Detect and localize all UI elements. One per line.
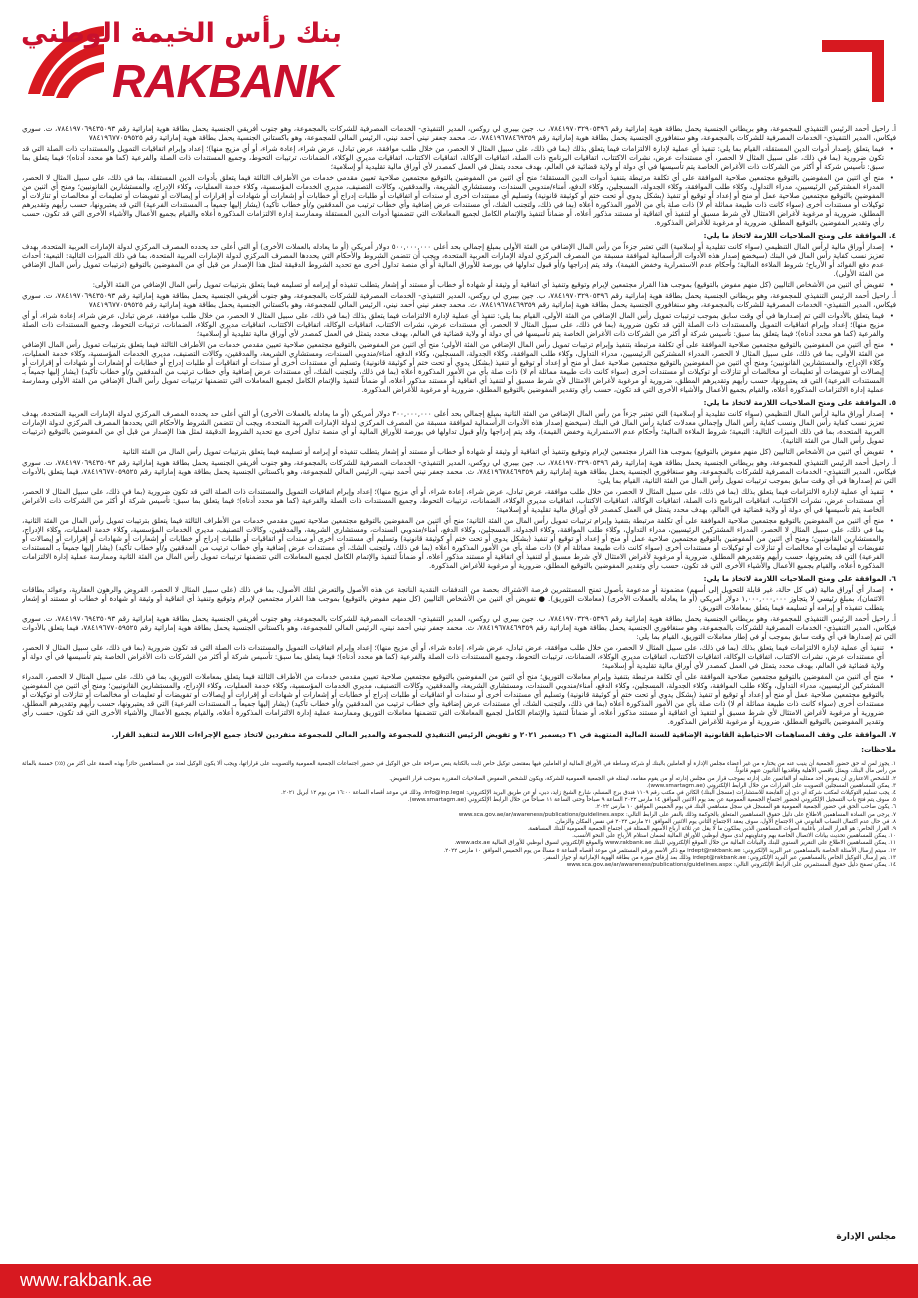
note-item: ٣. يمكن للمساهمين المسجلين التصويت على القرارات من خلال الرابط الإلكتروني (www.smartagm.ae). (646, 782, 896, 789)
bullet-item: • منح أي اثنين من المفوضين بالتوقيع مجتمعين صلاحية الموافقة على أي تكلفة مرتبطة بتنفيذ وإبرام ترتيبات تمويل رأس المال من الفئة الثانية؛ منح أي اثنين من المفوضين بالتوقيع مجتمعين صلاحية تعيين مقدمي خدمات من الأطراف الثالثة فيما يتعلق بترتيبات تمويل رأس المال من الفئة الثانية، بما في ذلك، على سبيل المثال لا الحصر، المدراء المشتركين الرئيسيين، مدراء التداول، وكلاء طلب الموافقة، وكلاء الجدولة، المسجلين، وكلاء الدفع، أمناء/مندوبي السندات، ومستشاري الشريعة، والمدققين، وكالات التصنيف، مديري الخدمات المؤسسية، وكلاء خدمة العمليات، وكلاء الإدراج، والمستشارين القانونيين؛ ومنح أي اثنين من المفوضين بالتوقيع مجتمعين صلاحية عمل أو منح أو إعداد أو توقيع أو تنفيذ (بشكل يدوي أو تحت ختم أو كوثيقة قانونية) وتسليم أي مستندات أخرى أو سندات أو اتفاقيات أو طلبات إدراج أو خطابات أو إشعارات أو شهادات أو إقرارات أو إيصالات أو تفويضات أو تعليمات أو مخالصات أو تنازلات أو توكيلات أو مستندات أخرى (سواء كانت ذات طبيعة مماثلة أم لا) ذات صلة بأي من الأمور المذكورة أعلاه (بما في ذلك، ولتجنب الشك، أي مستندات عرض إضافية وأي خطاب ترتيب من المدققين و/أو خطاب تأكيد) (يشار إليها جميعاً بـ المستندات الفرعية) التي قد يعتبرونها، حسب رأيهم وتقديرهم المطلق، ضرورية أو مرغوبة لأغراض الامتثال لأي شرط مسبق أو لتنفيذ أي اتفاقية أو مستند مذكور أعلاه، أو ضماناً لتنفيذ والإتمام الكامل لجميع المعاملات التي تتضمنها ترتيبات تمويل رأس المال من الفئة الثانية وممارسة عملية إدارة الالتزامات المذكورة أعلاه، والقيام بجميع الأعمال والأشياء الأخرى التي قد تكون، حسب رأي وتقدير المفوضين بالتوقيع المطلق، ضرورية أو مرغوبة للأغراض المذكورة. (22, 516, 896, 570)
section-heading-6: ٦. الموافقة على ومنح الصلاحيات اللازمة لاتخاذ ما يلي: (703, 574, 896, 583)
bullet-item: • فيما يتعلق بالأدوات التي تم إصدارها في أي وقت سابق بموجب ترتيبات تمويل رأس المال الإضافي من الفئة الأولى، القيام بما يلي: تنفيذ أي عملية لإدارة الالتزامات فيما يتعلق بذلك (بما في ذلك، على سبيل المثال لا الحصر، من خلال طلب موافقة، عرض تبادل، عرض شراء، إعادة شراء، أو أي مزيج منها)؛ إعداد وإبرام اتفاقيات التمويل والمستندات ذات الصلة التي قد تكون ضرورية (بما في ذلك، على سبيل المثال لا الحصر، أي مستندات عرض، نشرات الاكتتاب، اتفاقيات الوكالة، اتفاقيات الاكتتاب، اتفاقيات مديري الوكلاء، الضمانات، ترتيبات التحوط، وجميع المستندات ذات الصلة والفرعية (كما هو محدد أدناه)؛ فيما يتعلق بما سبق: تأسيس شركة أو أكثر من الشركات ذات الأغراض الخاصة يتم تأسيسها في أي دولة أو ولاية قضائية في العالم، بهدف محدد يتمثل في العمل كمصدر لأي أوراق مالية تقليدية أو إسلامية؛ (22, 311, 896, 338)
bullet-item: • تنفيذ أي عملية لإدارة الالتزامات فيما يتعلق بذلك (بما في ذلك، على سبيل المثال لا الحصر، من خلال طلب موافقة، عرض تبادل، عرض شراء، إعادة شراء، أو أي مزيج منها)؛ إعداد وإبرام اتفاقيات التمويل والمستندات ذات الصلة التي قد تكون ضرورية (بما في ذلك، على سبيل المثال لا الحصر، أي مستندات عرض، نشرات الاكتتاب، اتفاقيات البرنامج ذات الصلة، اتفاقيات الوكالة، اتفاقيات الاكتتاب، اتفاقيات مديري الوكلاء، الضمانات، ترتيبات التحوط، وجميع المستندات ذات الصلة والفرعية (كما هو محدد أدناه)؛ فيما يتعلق بما سبق: تأسيس شركة أو أكثر من الشركات ذات الأغراض الخاصة يتم تأسيسها في أي دولة أو ولاية قضائية في العالم، بهدف محدد يتمثل في العمل كمصدر لأي أوراق مالية تقليدية أو إسلامية؛ (22, 487, 896, 514)
note-item: ٤. يجب تسليم التوكيلات لمكتب شركة أي دي إن القابضة للاستشارات (مسجل البنك) الكائن في مكتب رقم ١١٠٩ فندق برج المسلم، شارع الشيخ زايد، دبي، أو عن طريق البريد الإلكتروني: info@inp.legal، وذلك في موعد أقصاه الساعة ١٦:٠٠ من يوم ١٢ أبريل ٢٠٢١. (281, 790, 896, 796)
notes-title: ملاحظات: (861, 745, 896, 754)
page-footer (0, 1264, 918, 1298)
signatories-paragraph: أ. راحيل أحمد الرئيس التنفيذي للمجموعة، وهو بريطاني الجنسية يحمل بطاقة هوية إماراتية رقم ٧٨٤١٩٧٠٣٢٩٠٥٣٩٦، ب. جين بيبري لي روكس، المدير التنفيذي- الخدمات المصرفية للشركات بالمجموعة، وهو جنوب أفريقي الجنسية يحمل بطاقة هوية إماراتية رقم ٧٨٤١٩٧٠٦٩٤٣٥٠٩٣، ت. سوري فيكاس، المدير التنفيذي- الخدمات المصرفية للشركات بالمجموعة، وهو سنغافوري الجنسية يحمل بطاقة هوية إماراتية رقم ٧٨٤١٩٦٧٨٤٦٩٣٥٩، ث. محمد جعفر نيني أحمد نيني، الرئيس المالي للمجموعة، وهو باكستاني الجنسية يحمل بطاقة هوية إماراتية رقم ٧٨٤١٩٦٧٧٠٥٩٥٢٥، فيما يتعلق بالأدوات التي تم إصدارها في أي وقت سابق بموجب ترتيبات تمويل رأس المال من الفئة الثانية، القيام بما يلي: (22, 458, 896, 485)
bullet-item: • تفويض أي اثنين من الأشخاص التاليين (كل منهم مفوض بالتوقيع) بموجب هذا القرار مجتمعين لإبرام وتوقيع وتنفيذ أي اتفاقية أو وثيقة أو شهادة أو خطاب أو مستند أو إشعار يتطلب تنفيذه أو إبرامه أو تسليمه فيما يتعلق بترتيبات تمويل رأس المال الإضافي من الفئة الأولى: (22, 280, 896, 289)
bullet-item: • منح أي اثنين من المفوضين بالتوقيع مجتمعين صلاحية الموافقة على أي تكلفة مرتبطة بتنفيذ أدوات الدين المستقلة؛ منح أي اثنين من المفوضين بالتوقيع مجتمعين صلاحية تعيين مقدمي خدمات من الأطراف الثالثة فيما يتعلق بأدوات الدين المستقلة، بما في ذلك، على سبيل المثال لا الحصر، المدراء المشتركين الرئيسيين، مدراء التداول، وكلاء طلب الموافقة، وكلاء الجدولة، المسجلين، وكلاء الدفع، أمناء/مندوبي السندات، ومستشاري الشريعة، والمدققين، وكالات التصنيف، مديري الخدمات المؤسسية، وكلاء خدمة العمليات، وكلاء الإدراج، والمستشارين القانونيين؛ ومنح أي اثنين من المفوضين بالتوقيع مجتمعين صلاحية عمل أو منح أو إعداد أو توقيع أو تنفيذ (بشكل يدوي أو تحت ختم أو كوثيقة قانونية) وتسليم أي مستندات أخرى أو سندات أو اتفاقيات أو طلبات إدراج أو خطابات أو إشعارات أو شهادات أو إقرارات أو إيصالات أو تفويضات أو تعليمات أو مخالصات أو تنازلات أو توكيلات أو مستندات أخرى (سواء كانت ذات طبيعة مماثلة أم لا) ذات صلة بأي من الأمور المذكورة أعلاه (بما في ذلك، ولتجنب الشك، أي مستندات عرض إضافية وأي خطاب ترتيب من المدققين و/أو خطاب تأكيد) (يشار إليها جميعاً بـ المستندات الفرعية) التي قد يعتبرونها، حسب رأيهم وتقديرهم المطلق، ضرورية أو مرغوبة لأغراض الامتثال لأي شرط مسبق أو لتنفيذ أي اتفاقية أو مستند مذكور أعلاه، أو ضماناً لتنفيذ والإتمام الكامل لجميع المعاملات التي تتضمنها أدوات الدين المستقلة وممارسة إدارة الالتزامات المذكورة أعلاه والقيام بجميع الأعمال والأشياء الأخرى التي قد تكون، حسب رأي وتقدير المفوضين بالتوقيع المطلق، ضرورية أو مرغوبة للأغراض المذكورة. (22, 173, 896, 227)
board-signature: مجلس الإدارة (836, 1232, 896, 1242)
signatories-paragraph: أ. راحيل أحمد الرئيس التنفيذي للمجموعة، وهو بريطاني الجنسية يحمل بطاقة هوية إماراتية رقم ٧٨٤١٩٧٠٣٢٩٠٥٣٩٦، ب. جين بيبري لي روكس، المدير التنفيذي- الخدمات المصرفية للشركات بالمجموعة، وهو جنوب أفريقي الجنسية يحمل بطاقة هوية إماراتية رقم ٧٨٤١٩٧٠٦٩٤٣٥٠٩٣، ت. سوري فيكاس، المدير التنفيذي- الخدمات المصرفية للشركات بالمجموعة، وهو سنغافوري الجنسية يحمل بطاقة هوية إماراتية رقم ٧٨٤١٩٦٧٨٤٦٩٣٥٩، ث. محمد جعفر نيني أحمد نيني، الرئيس المالي للمجموعة، وهو باكستاني الجنسية يحمل بطاقة هوية إماراتية رقم ٧٨٤١٩٦٧٧٠٥٩٥٢٥ (22, 291, 896, 309)
bullet-item: • إصدار أوراق مالية لرأس المال التنظيمي (سواء كانت تقليدية أو إسلامية) التي تعتبر جزءاً من رأس المال الإضافي من الفئة الأولى بمبلغ إجمالي بحد أعلى ٥٠٠,٠٠٠,٠٠٠ دولار أمريكي (أو ما يعادله بالعملات الأخرى) أو التي أعلى حد يحدده المصرف المركزي لدولة الإمارات العربية المتحدة، بهدف تعزيز نسب كفاية رأس المال في البنك (سيخضع إصدار هذه الأدوات الرأسمالية لموافقة مسبقة من المصرف المركزي لدولة الإمارات العربية المتحدة، ويجب أن تتضمن الشروط والأحكام التي يحددها المصرف المركزي لدولة الإمارات العربية المتحدة، بما في ذلك الميزات التالية: التبعية؛ أحداث عدم دفع الفوائد أو الأرباح؛ شروط الملاءة المالية؛ وأحكام عدم الاستمرارية وخفض القيمة)، وقد يتم إدراجها و/أو قبول تداولها في بورصة للأوراق المالية أو أي منصة تداول أخرى مع تحديد الشروط الدقيقة لمثل هذا الإصدار من قبل أي من المفوضين بالتوقيع (ترتيبات تمويل رأس المال الإضافي من الفئة الأولى). (22, 242, 896, 278)
bullet-item: • إصدار أي أوراق مالية (في كل حالة، غير قابلة للتحويل إلى أسهم) مضمونة أو مدعومة بأصول تمنح المستثمرين فرصة الاشتراك بحصة من التدفقات النقدية الناتجة عن هذه الأصول والتعرض لتلك الأصول، بما في ذلك (على سبيل المثال لا الحصر، القروض والرهون العقارية، وعوائد بطاقات الائتمان)، بمبلغ رئيسي لا يتجاوز ١,٠٠٠,٠٠٠,٠٠٠ دولار أمريكي (أو ما يعادله بالعملات الأخرى) (معاملات التوريق). ● تفويض أي اثنين من الأشخاص التاليين (كل منهم مفوض بالتوقيع) بموجب هذا القرار مجتمعين لإبرام وتوقيع وتنفيذ أي اتفاقية أو وثيقة أو شهادة أو خطاب أو مستند أو إشعار يتطلب تنفيذه أو إبرامه أو تسليمه فيما يتعلق بمعاملات التوريق: (22, 585, 896, 612)
bullet-item: • تفويض أي اثنين من الأشخاص التاليين (كل منهم مفوض بالتوقيع) بموجب هذا القرار مجتمعين لإبرام وتوقيع وتنفيذ أي اتفاقية أو وثيقة أو شهادة أو خطاب أو مستند أو إشعار يتطلب تنفيذه أو إبرامه أو تسليمه فيما يتعلق بترتيبات تمويل رأس المال من الفئة الثانية (22, 447, 896, 456)
note-item: ٥. سوف يتم فتح باب التسجيل الإلكتروني لحضور اجتماع الجمعية العمومية عن بعد يوم الاثنين الموافق ١٤ مارس ٢٠٢٢ الساعة ٩ صباحاً وحتى الساعة ١١ صباحاً من خلال الرابط الإلكتروني (www.smartagm.ae). (407, 797, 896, 804)
note-item: ٩. القرار الخاص: هو القرار الصادر بأغلبية أصوات المساهمين الذين يملكون ما لا يقل عن ثلاثة أرباع الأسهم الممثلة في اجتماع الجمعية العمومية للبنك المساهمة. (527, 826, 896, 833)
note-item: ٨. في حال عدم اكتمال النصاب القانوني في الاجتماع الأول، سوف يعقد الاجتماع الثاني يوم الاثنين الموافق ٢١ مارس ٢٠٢٢ في نفس المكان والزمان. (554, 818, 896, 825)
signatories-paragraph: أ. راحيل أحمد الرئيس التنفيذي للمجموعة، وهو بريطاني الجنسية يحمل بطاقة هوية إماراتية رقم ٧٨٤١٩٧٠٣٢٩٠٥٣٩٦، ب. جين بيبري لي روكس، المدير التنفيذي- الخدمات المصرفية للشركات بالمجموعة، وهو جنوب أفريقي الجنسية يحمل بطاقة هوية إماراتية رقم ٧٨٤١٩٧٠٦٩٤٣٥٠٩٣، ت. سوري فيكاس، المدير التنفيذي- الخدمات المصرفية للشركات بالمجموعة، وهو سنغافوري الجنسية يحمل بطاقة هوية إماراتية رقم ٧٨٤١٩٦٧٨٤٦٩٣٥٩، ث. محمد جعفر نيني أحمد نيني، الرئيس المالي للمجموعة، وهو باكستاني الجنسية يحمل بطاقة هوية إماراتية رقم ٧٨٤١٩٦٧٧٠٥٩٥٢٥ (22, 124, 896, 142)
bullet-item: • منح أي اثنين من المفوضين بالتوقيع مجتمعين صلاحية الموافقة على أي تكلفة مرتبطة بتنفيذ وإبرام معاملات التوريق؛ منح أي اثنين من المفوضين بالتوقيع مجتمعين صلاحية تعيين مقدمي خدمات من الأطراف الثالثة فيما يتعلق بمعاملات التوريق، بما في ذلك، على سبيل المثال لا الحصر، المدراء المشتركين الرئيسيين، مدراء التداول، وكلاء طلب الموافقة، وكلاء الجدولة، المسجلين، وكلاء الدفع، أمناء/مندوبي السندات، ومستشاري الشريعة، والمدققين، وكالات التصنيف، مديري الخدمات المؤسسية، وكلاء خدمة العمليات، وكلاء الإدراج، والمستشارين القانونيين؛ ومنح أي اثنين من المفوضين بالتوقيع مجتمعين صلاحية عمل أو منح أو إعداد أو توقيع أو تنفيذ (بشكل يدوي أو تحت ختم أو كوثيقة قانونية) وتسليم أي مستندات أخرى أو سندات أو اتفاقيات أو طلبات إدراج أو خطابات أو إشعارات أو شهادات أو إقرارات أو إيصالات أو تفويضات أو تعليمات أو مخالصات أو تنازلات أو توكيلات أو مستندات أخرى (سواء كانت ذات طبيعة مماثلة أم لا) ذات صلة بأي من الأمور المذكورة أعلاه (بما في ذلك، ولتجنب الشك، أي مستندات عرض إضافية وأي خطاب ترتيب من المدققين و/أو خطاب تأكيد) (يشار إليها جميعاً بـ المستندات الفرعية) التي قد يعتبرونها، حسب رأيهم وتقديرهم المطلق، ضرورية أو مرغوبة لأغراض الامتثال لأي شرط مسبق أو لتنفيذ أي اتفاقية أو مستند مذكور أعلاه، أو ضماناً لتنفيذ والإتمام الكامل لجميع المعاملات التي تتضمنها معاملات التوريق وممارسة عملية إدارة الالتزامات المذكورة أعلاه، والقيام بجميع الأعمال والأشياء الأخرى التي قد تكون، حسب رأي وتقدير المفوضين بالتوقيع المطلق، ضرورية أو مرغوبة للأغراض المذكورة. (22, 672, 896, 726)
bullet-item: • فيما يتعلق بإصدار أدوات الدين المستقلة، القيام بما يلي: تنفيذ أي عملية لإدارة الالتزامات فيما يتعلق بذلك (بما في ذلك، على سبيل المثال لا الحصر، من خلال طلب موافقة، عرض تبادل، عرض شراء، إعادة شراء، أو أي مزيج منها)؛ إعداد وإبرام اتفاقيات التمويل والمستندات ذات الصلة التي قد تكون ضرورية (بما في ذلك، على سبيل المثال لا الحصر، أي مستندات عرض، نشرات الاكتتاب، اتفاقيات البرنامج ذات الصلة، اتفاقيات الوكالة، اتفاقيات الاكتتاب، اتفاقيات مديري الوكلاء، الضمانات، ترتيبات التحوط، وجميع المستندات ذات الصلة والفرعية (كما هو محدد أدناه)؛ فيما يتعلق بما سبق: تأسيس شركة أو أكثر من الشركات ذات الأغراض الخاصة يتم تأسيسها في أي دولة أو ولاية قضائية في العالم، بهدف محدد يتمثل في العمل كمصدر لأي أوراق مالية تقليدية أو إسلامية؛ (22, 144, 896, 171)
section-heading-4: ٤. الموافقة على ومنح الصلاحيات اللازمة لاتخاذ ما يلي: (703, 231, 896, 240)
note-item: ٢. للشخص الاعتباري أن يفوض أحد ممثليه أو القائمين على إدارته بموجب قرار من مجلس إدارته أو من يقوم مقامه، ليمثله في الجمعية العمومية للشركة، ويكون للشخص المفوض الصلاحيات المقررة بموجب قرار التفويض. (389, 775, 896, 782)
bullet-item: • تنفيذ أي عملية لإدارة الالتزامات فيما يتعلق بذلك (بما في ذلك، على سبيل المثال لا الحصر، من خلال طلب موافقة، عرض تبادل، عرض شراء، إعادة شراء، أو أي مزيج منها)؛ إعداد وإبرام اتفاقيات التمويل والمستندات ذات الصلة التي قد تكون ضرورية (بما في ذلك، على سبيل المثال لا الحصر، أي مستندات عرض، نشرات الاكتتاب، اتفاقيات الوكالة، اتفاقيات الاكتتاب، اتفاقيات مديري الوكلاء، الضمانات، ترتيبات التحوط، وجميع المستندات ذات الصلة والفرعية (كما هو محدد أدناه)؛ فيما يتعلق بما سبق: تأسيس شركة أو أكثر من الشركات ذات الأغراض الخاصة يتم تأسيسها في أي دولة أو ولاية قضائية في العالم، بهدف محدد يتمثل في العمل كمصدر لأي أوراق مالية تقليدية أو إسلامية؛ (22, 643, 896, 670)
signatories-paragraph: أ. راحيل أحمد الرئيس التنفيذي للمجموعة، وهو بريطاني الجنسية يحمل بطاقة هوية إماراتية رقم ٧٨٤١٩٧٠٣٢٩٠٥٣٩٦، ب. جين بيبري لي روكس، المدير التنفيذي- الخدمات المصرفية للشركات بالمجموعة، وهو جنوب أفريقي الجنسية يحمل بطاقة هوية إماراتية رقم ٧٨٤١٩٧٠٦٩٤٣٥٠٩٣، ت. سوري فيكاس، المدير التنفيذي- الخدمات المصرفية للشركات بالمجموعة، وهو سنغافوري الجنسية يحمل بطاقة هوية إماراتية رقم ٧٨٤١٩٦٧٨٤٦٩٣٥٩، ث. محمد جعفر نيني أحمد نيني، الرئيس المالي للمجموعة، وهو باكستاني الجنسية يحمل بطاقة هوية إماراتية رقم ٧٨٤١٩٦٧٧٠٥٩٥٢٥، فيما يتعلق بالأدوات التي تم إصدارها في أي وقت سابق بموجب أو في إطار معاملات التوريق، القيام بما يلي: (22, 614, 896, 641)
notes-list (22, 761, 896, 869)
note-item: ١٠. يمكن للمساهمين تحديث بيانات الاتصال الخاصة بهم وعناوينهم لدى سوق أبوظبي للأوراق المالية لضمان استلام الأرباح على النحو الأنسب. (572, 833, 896, 840)
note-item: ١١. يمكن للمساهمين الاطلاع على التقرير السنوي للبنك والبيانات المالية من خلال الموقع الإلكتروني للبنك www.rakbank.ae والموقع الإلكتروني لسوق أبوظبي للأوراق المالية www.adx.ae. (454, 840, 896, 847)
note-item: ٧. يرجى من السادة المساهمين الاطلاع على دليل حقوق المساهمين المتعلق بالحوكمة وذلك بالنقر على الرابط التالي: www.sca.gov.ae/ar/awareness/publications/guidelines.aspx (458, 811, 896, 818)
brand-name-english: RAKBANK (112, 55, 338, 107)
section-heading-5: ٥. الموافقة على ومنح الصلاحيات اللازمة لاتخاذ ما يلي: (703, 398, 896, 407)
bullet-item: • منح أي اثنين من المفوضين بالتوقيع مجتمعين صلاحية الموافقة على أي تكلفة مرتبطة بتنفيذ وإبرام ترتيبات تمويل رأس المال الإضافي من الفئة الأولى؛ منح أي اثنين من المفوضين بالتوقيع مجتمعين صلاحية تعيين مقدمي خدمات من الأطراف الثالثة فيما يتعلق بترتيبات تمويل رأس المال الإضافي من الفئة الأولى، بما في ذلك، على سبيل المثال لا الحصر، المدراء المشتركين الرئيسيين، مدراء التداول، وكلاء طلب الموافقة، وكلاء الجدولة، المسجلين، وكلاء الدفع، أمناء/مندوبي السندات، ومستشاري الشريعة، والمدققين، وكالات التصنيف، مديري الخدمات المؤسسية، وكلاء خدمة العمليات، وكلاء الإدراج، والمستشارين القانونيين؛ ومنح أي اثنين من المفوضين بالتوقيع مجتمعين صلاحية عمل أو منح أو إعداد أو توقيع أو تنفيذ (بشكل يدوي أو تحت ختم أو كوثيقة قانونية) وتسليم أي مستندات أخرى أو سندات أو اتفاقيات أو طلبات إدراج أو خطابات أو إشعارات أو شهادات أو إقرارات أو إيصالات أو تفويضات أو تعليمات أو مخالصات أو تنازلات أو توكيلات أو مستندات أخرى (سواء كانت ذات طبيعة مماثلة أم لا) ذات صلة بأي من الأمور المذكورة أعلاه (بما في ذلك، ولتجنب الشك، أي مستندات عرض إضافية وأي خطاب ترتيب من المدققين و/أو خطاب تأكيد) (يشار إليها جميعاً بـ المستندات الفرعية) التي قد يعتبرونها، حسب رأيهم وتقديرهم المطلق، ضرورية أو مرغوبة لأغراض الامتثال لأي شرط مسبق أو لتنفيذ أي اتفاقية أو مستند مذكور أعلاه، أو ضماناً لتنفيذ والإتمام الكامل لجميع المعاملات التي تتضمنها ترتيبات تمويل رأس المال الإضافي من الفئة الأولى وممارسة عملية إدارة الالتزامات المذكورة أعلاه، والقيام بجميع الأعمال والأشياء الأخرى التي قد تكون، حسب رأي وتقدير المفوضين بالتوقيع المطلق، ضرورية أو مرغوبة للأغراض المذكورة. (22, 340, 896, 394)
note-item: ١٣. يتم إرسال التوكيل الخاص بالمساهمين عبر البريد الإلكتروني: irdept@rakbank.ae وذلك بعد إرفاق صورة من بطاقة الهوية الإماراتية أو جواز السفر. (543, 854, 896, 861)
brand-name-arabic: بنك رأس الخيمة الوطني (21, 18, 342, 49)
bullet-item: • إصدار أوراق مالية لرأس المال التنظيمي (سواء كانت تقليدية أو إسلامية) التي تعتبر جزءاً من رأس المال الإضافي من الفئة الثانية بمبلغ إجمالي بحد أعلى ٣٠٠,٠٠٠,٠٠٠ دولار أمريكي (أو ما يعادله بالعملات الأخرى) أو التي أعلى حد يحدده المصرف المركزي لدولة الإمارات العربية المتحدة، بهدف تعزيز نسب كفاية رأس المال ونسب كفاية رأس المال وإجمالي معدلات كفاية رأس المال في البنك (سيخضع إصدار هذه الأدوات الرأسمالية لموافقة مسبقة من المصرف المركزي لدولة الإمارات العربية المتحدة، ويجب أن تتضمن الشروط والأحكام التي يحددها المصرف المركزي لدولة الإمارات العربية المتحدة، بما في ذلك الميزات التالية: التبعية؛ شروط الملاءة المالية؛ وأحكام عدم الاستمرارية وخفض القيمة)، وقد يتم إدراجها و/أو قبول تداولها في بورصة للأوراق المالية أو أي منصة تداول أخرى مع تحديد الشروط الدقيقة لمثل هذا الإصدار من قبل أي من المفوضين بالتوقيع (ترتيبات تمويل رأس المال من الفئة الثانية). (22, 409, 896, 445)
section-heading-7: ٧. الموافقة على وقف المساهمات الاحتياطية القانونية الإضافية للسنة المالية المنتهية في ٣١ ديسمبر ٢٠٢١ و تفويض الرئيس التنفيذي للمجموعة والمدير المالي للمجموعة منفردين لاتخاذ جميع الإجراءات اللازمة لتنفيذ القرار. (111, 730, 896, 739)
note-item: ٦. يكون صاحب الحق في حضور الجمعية العمومية هو المسجل في سجل مساهمي البنك في يوم الخميس الموافق ١٠ مارس ٢٠٢٢. (595, 804, 896, 811)
website-link[interactable]: www.rakbank.ae (20, 1270, 153, 1290)
corner-bracket-icon (822, 40, 884, 102)
rakbank-logo (20, 18, 350, 110)
note-item: ١. يجوز لمن له حق حضور الجمعية أن ينيب عنه من يختاره من غير أعضاء مجلس الإدارة أو العاملين بالبنك أو شركة وساطة في الأوراق المالية أو العاملين فيها بمقتضى توكيل خاص ثابت بالكتابة ينص صراحة على حق الوكيل في حضور اجتماعات الجمعية العمومية والتصويت على قراراتها، ويجب ألا يكون الوكيل لعدد من المساهمين حائزاً بهذه الصفة على أكثر من (٥٪) خمسة بالمائة من رأس مال البنك، ويمثل ناقصي الأهلية وفاقديها النائبون عنهم قانوناً. (22, 761, 896, 775)
page-header (0, 0, 918, 110)
note-item: ١٢. سيتم إرسال الأسئلة الخاصة بالمساهمين عبر البريد الإلكتروني: irdept@rakbank.ae مع ذكر الاسم ورقم المستثمر في موعد أقصاه الساعة ٥ مساءً من يوم الخميس الموافق ١٠ مارس ٢٠٢٢. (443, 847, 896, 854)
note-item: ١٤. يمكن تصفح دليل حقوق المستثمرين على الرابط الإلكتروني التالي: www.sca.gov.ae/ar/awareness/publications/guidelines.aspx (566, 862, 896, 869)
document-body (22, 124, 896, 1220)
